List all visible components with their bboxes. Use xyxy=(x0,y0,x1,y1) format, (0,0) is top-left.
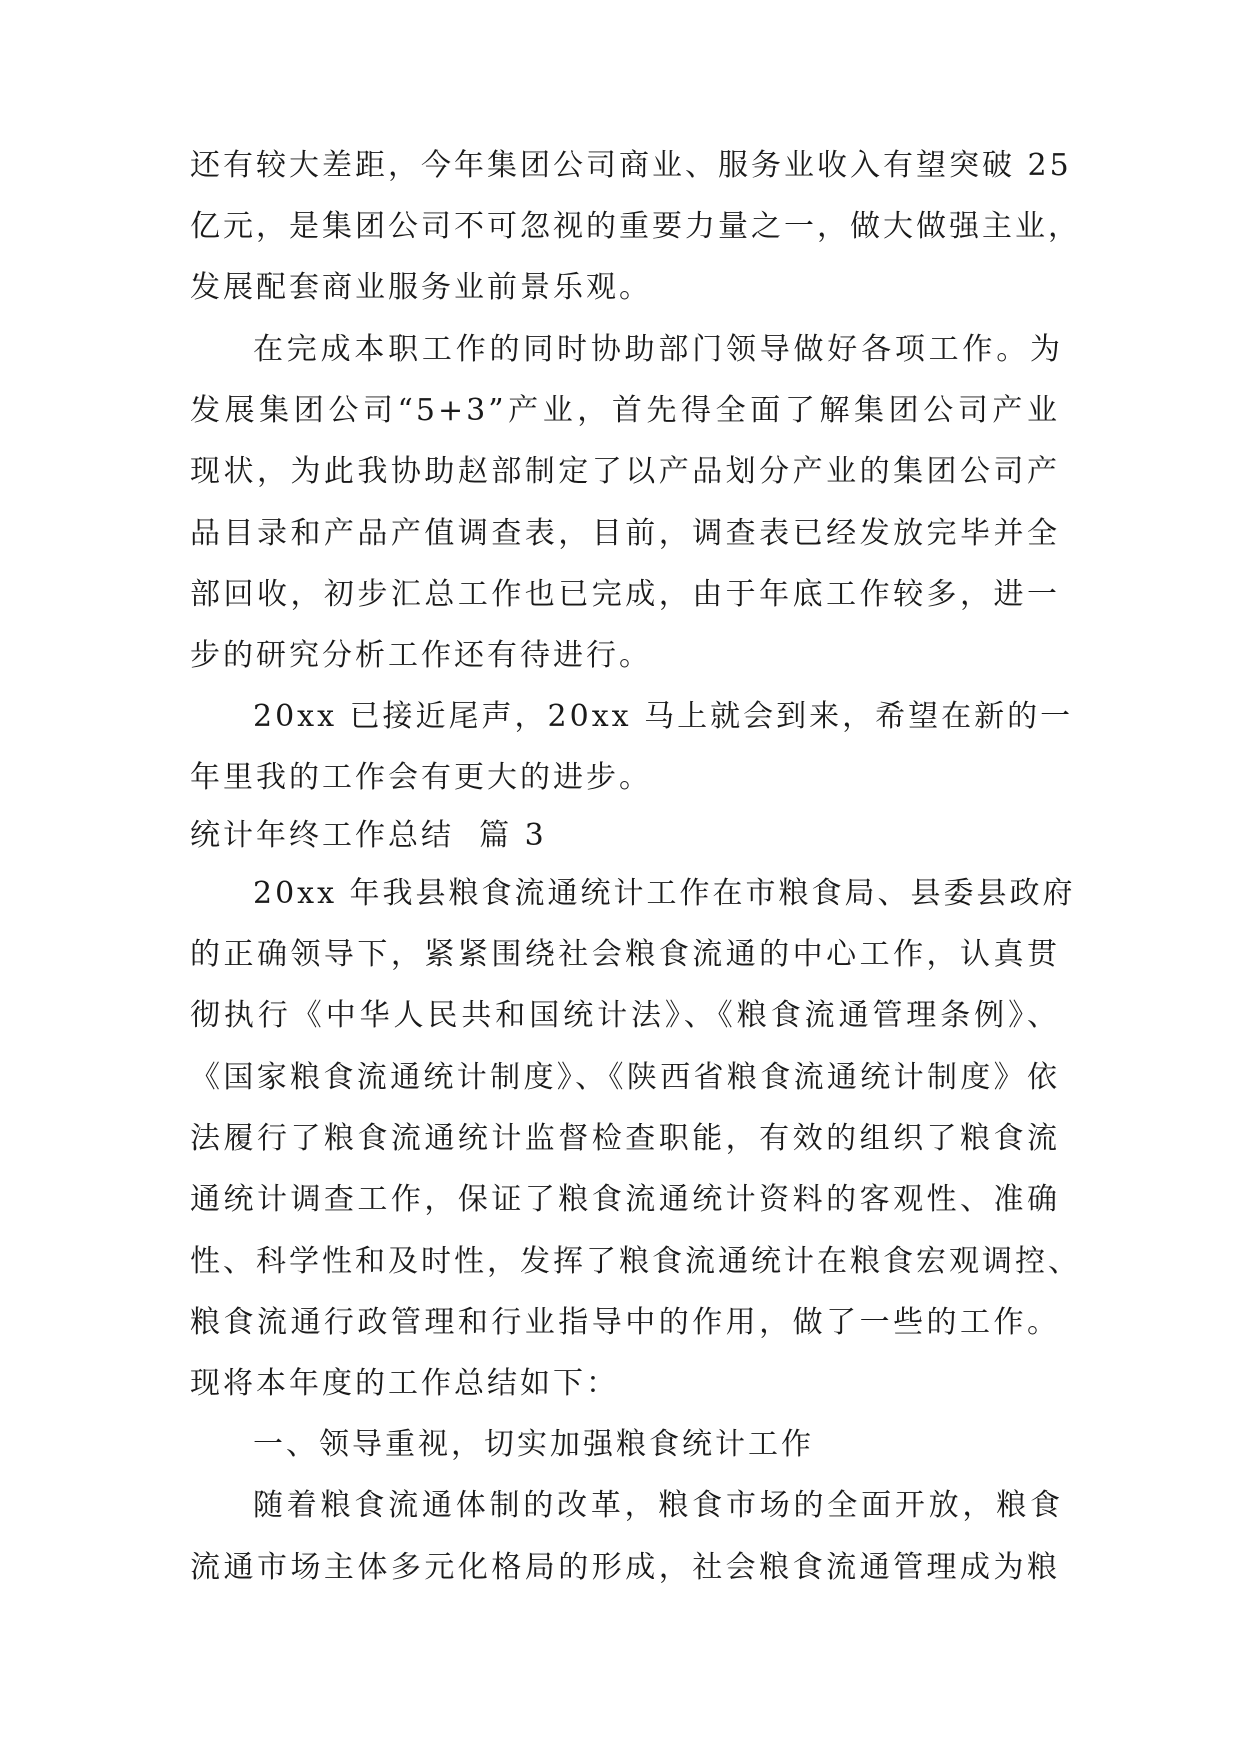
text-line: 通统计调查工作，保证了粮食流通统计资料的客观性、准确 xyxy=(190,1182,1060,1217)
paragraph-first-line: 20xx 年我县粮食流通统计工作在市粮食局、县委县政府 xyxy=(253,876,1076,911)
text-line: 性、科学性和及时性，发挥了粮食流通统计在粮食宏观调控、 xyxy=(190,1244,1081,1279)
text-line: 《国家粮食流通统计制度》、《陕西省粮食流通统计制度》依 xyxy=(190,1060,1060,1095)
text-line: 粮食流通行政管理和行业指导中的作用，做了一些的工作。 xyxy=(190,1305,1060,1340)
paragraph-first-line: 随着粮食流通体制的改革，粮食市场的全面开放，粮食 xyxy=(253,1488,1063,1523)
paragraph-first-line: 20xx 已接近尾声，20xx 马上就会到来，希望在新的一 xyxy=(253,699,1074,734)
text-line: 年里我的工作会有更大的进步。 xyxy=(190,760,652,795)
paragraph-first-line: 在完成本职工作的同时协助部门领导做好各项工作。为 xyxy=(253,332,1063,367)
text-line: 亿元，是集团公司不可忽视的重要力量之一，做大做强主业， xyxy=(190,209,1081,244)
section-heading: 统计年终工作总结 篇 3 xyxy=(190,818,547,853)
text-line: 的正确领导下，紧紧围绕社会粮食流通的中心工作，认真贯 xyxy=(190,937,1060,972)
text-line: 法履行了粮食流通统计监督检查职能，有效的组织了粮食流 xyxy=(190,1121,1060,1156)
text-line: 步的研究分析工作还有待进行。 xyxy=(190,638,652,673)
text-line: 发展配套商业服务业前景乐观。 xyxy=(190,270,652,305)
text-line: 彻执行《中华人民共和国统计法》、《粮食流通管理条例》、 xyxy=(190,998,1060,1033)
text-line: 还有较大差距，今年集团公司商业、服务业收入有望突破 25 xyxy=(190,148,1072,183)
text-line: 发展集团公司“5+3”产业，首先得全面了解集团公司产业 xyxy=(190,393,1060,428)
text-line: 流通市场主体多元化格局的形成，社会粮食流通管理成为粮 xyxy=(190,1550,1060,1585)
text-line: 部回收，初步汇总工作也已完成，由于年底工作较多，进一 xyxy=(190,577,1060,612)
subsection-heading: 一、领导重视，切实加强粮食统计工作 xyxy=(253,1427,814,1462)
text-line: 现状，为此我协助赵部制定了以产品划分产业的集团公司产 xyxy=(190,454,1060,489)
text-line: 品目录和产品产值调查表，目前，调查表已经发放完毕并全 xyxy=(190,516,1060,551)
text-line: 现将本年度的工作总结如下： xyxy=(190,1366,619,1401)
